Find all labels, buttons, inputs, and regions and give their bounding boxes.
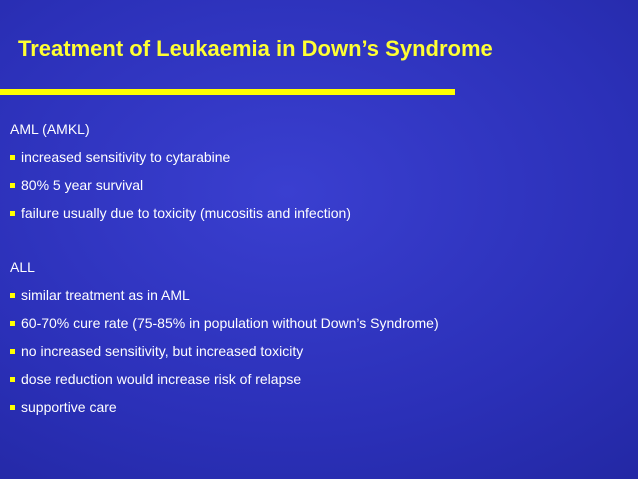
bullet-text: supportive care — [21, 399, 117, 415]
square-bullet-icon — [10, 293, 15, 298]
square-bullet-icon — [10, 321, 15, 326]
bullet-item — [10, 205, 620, 233]
bullet-text: dose reduction would increase risk of relapse — [21, 371, 302, 387]
bullet-item — [10, 399, 620, 427]
bullet-text: similar treatment as in AML — [21, 287, 190, 303]
title-underline — [0, 89, 455, 95]
square-bullet-icon — [10, 183, 15, 188]
slide-content — [10, 121, 620, 427]
section-aml — [10, 121, 620, 233]
section-heading-all: ALL — [10, 259, 35, 275]
bullet-item — [10, 149, 620, 177]
bullet-item — [10, 287, 620, 315]
bullet-text: failure usually due to toxicity (mucositis and infection) — [21, 205, 351, 221]
bullet-text: 80% 5 year survival — [21, 177, 144, 193]
section-all — [10, 259, 620, 427]
bullet-text: increased sensitivity to cytarabine — [21, 149, 231, 165]
square-bullet-icon — [10, 349, 15, 354]
bullet-item — [10, 315, 620, 343]
square-bullet-icon — [10, 155, 15, 160]
bullet-item — [10, 177, 620, 205]
square-bullet-icon — [10, 405, 15, 410]
square-bullet-icon — [10, 211, 15, 216]
bullet-item — [10, 343, 620, 371]
section-heading-aml: AML (AMKL) — [10, 121, 90, 137]
square-bullet-icon — [10, 377, 15, 382]
bullet-text: no increased sensitivity, but increased toxicity — [21, 343, 304, 359]
slide-title: Treatment of Leukaemia in Down’s Syndrome — [18, 36, 493, 61]
bullet-text: 60-70% cure rate (75-85% in population without Down’s Syndrome) — [21, 315, 439, 331]
bullet-item — [10, 371, 620, 399]
section-spacer — [10, 233, 620, 259]
